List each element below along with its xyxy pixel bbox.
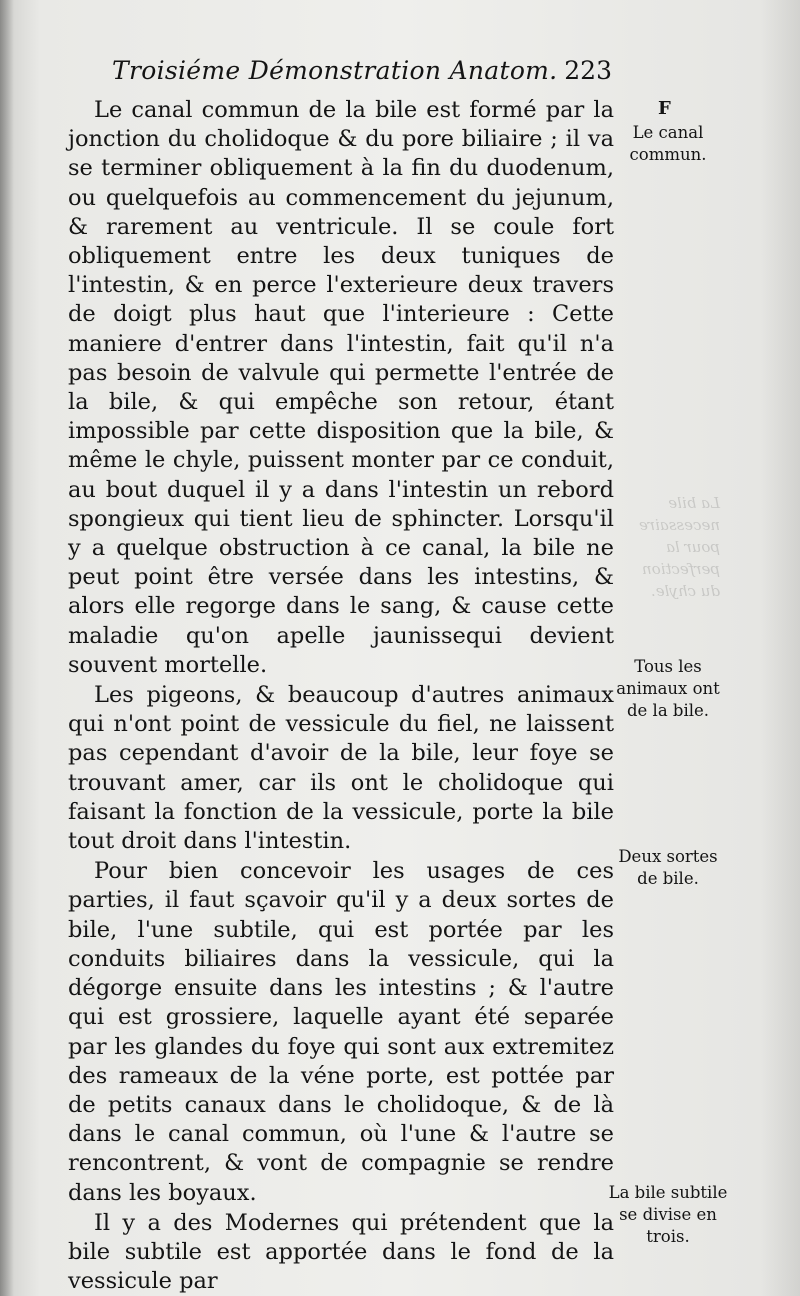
paragraph-modernes: Il y a des Modernes qui prétendent que la bile subtile est apportée dans le fond de la vessicule par — [68, 1209, 614, 1295]
margin-note-bile-subtile: La bile subtile se divise en trois. — [608, 1183, 728, 1246]
main-text — [68, 96, 614, 1296]
paragraph-usages: Pour bien concevoir les usages de ces parties, il faut sçavoir qu'il y a deux sortes de bile, l'une subtile, qui est portée par les conduits biliaires dans la vessicule, qui la dégorge ensuite dans les intestins ; & l'autre qui est grossiere, laquelle ayant été separée par les glandes du foye qui sont aux extremitez des rameaux de la véne porte, est pottée par de petits canaux dans le cholidoque, & de là dans le canal commun, où l'une & l'autre se rencontrent, & vont de compagnie se rendre dans les boyaux. — [68, 858, 614, 1206]
running-title: Troisiéme Démonstration Anatom. — [112, 56, 558, 85]
margin-letter: F — [658, 98, 671, 119]
margin-note-animaux: Tous les animaux ont de la bile. — [616, 657, 720, 720]
margin-note-deux-sortes: Deux sortes de bile. — [618, 847, 718, 888]
paragraph-canal-commun: Le canal commun de la bile est formé par la jonction du cholidoque & du pore biliaire ; il va se terminer obliquement à la fin du duodenum, ou quelquefois au commencement du jejunum, & rarement au ventricule. Il se coule fort obliquement entre les deux tuniques de l'intestin, & en perce l'exterieure deux travers de doigt plus haut que l'interieure : Cette maniere d'entrer dans l'intestin, fait qu'il n'a pas besoin de valvule qui permette l'entrée de la bile, & qui empêche son retour, étant impossible par cette disposition que la bile, & même le chyle, puissent monter par ce conduit, au bout duquel il y a dans l'intestin un rebord spongieux qui tient lieu de sphincter. Lorsqu'il y a quelque obstruction à ce canal, la bile ne peut point être versée dans les intestins, & alors elle regorge dans le sang, & cause cette maladie qu'on apelle jaunissequi devient souvent mortelle. — [68, 97, 614, 678]
bleed-through-text: La bile necessaire pour la perfection du chyle. — [639, 494, 720, 600]
page-header — [112, 52, 612, 92]
page-number: 223 — [564, 56, 612, 85]
page-spine-shadow — [0, 0, 14, 1296]
paragraph-pigeons: Les pigeons, & beaucoup d'autres animaux qui n'ont point de vessicule du fiel, ne laissent pas cependant d'avoir de la bile, leur foye se trouvant amer, car ils ont le cholidoque qui faisant la fonction de la vessicule, porte la bile tout droit dans l'intestin. — [68, 682, 614, 855]
margin-note-canal-commun: Le canal commun. — [629, 123, 707, 164]
